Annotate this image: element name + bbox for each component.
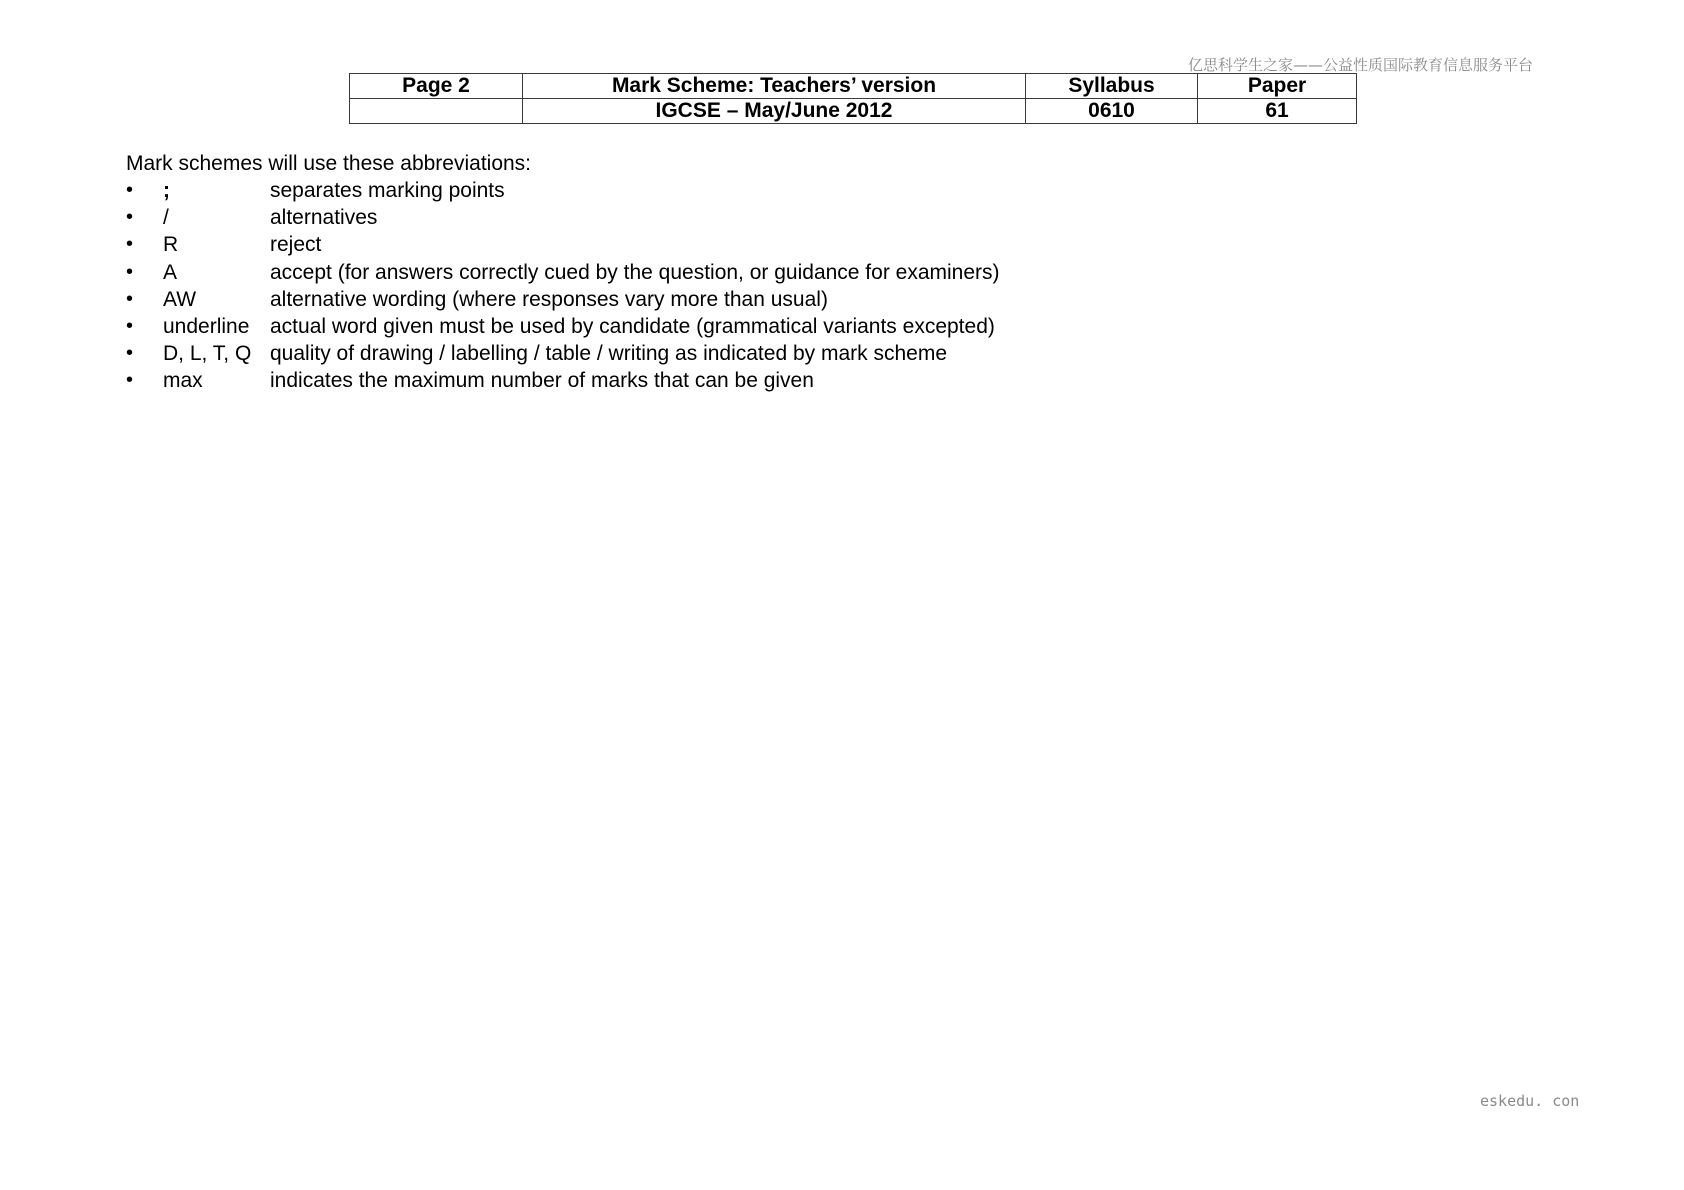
header-exam-cell: IGCSE – May/June 2012 (523, 99, 1026, 124)
header-paper-value-cell: 61 (1198, 99, 1357, 124)
header-syllabus-value-cell: 0610 (1026, 99, 1198, 124)
abbreviation-term: / (163, 206, 169, 230)
bullet-icon: • (126, 206, 134, 229)
bullet-icon: • (126, 233, 134, 256)
bullet-icon: • (126, 179, 134, 201)
abbreviation-term: max (163, 369, 203, 393)
watermark-bottom-text: eskedu. con (1480, 1092, 1580, 1110)
bullet-icon: • (126, 314, 134, 337)
abbreviation-meaning: reject (270, 233, 322, 257)
abbreviation-term: underline (163, 314, 250, 338)
abbreviation-meaning: alternative wording (where responses vary more than usual) (270, 287, 828, 311)
intro-text: Mark schemes will use these abbreviations: (126, 152, 532, 175)
abbreviation-term: D, L, T, Q (163, 342, 252, 366)
abbreviation-meaning: indicates the maximum number of marks that can be given (270, 369, 814, 393)
bullet-icon: • (126, 369, 134, 392)
bullet-icon: • (126, 287, 134, 310)
header-empty-cell (350, 99, 523, 124)
abbreviation-term: AW (163, 287, 197, 311)
header-row-1 (350, 74, 1357, 99)
abbreviation-term: R (163, 233, 179, 257)
header-title-cell: Mark Scheme: Teachers’ version (523, 74, 1026, 99)
abbreviation-meaning: accept (for answers correctly cued by the question, or guidance for examiners) (270, 260, 1000, 284)
abbreviation-term: ; (163, 179, 170, 202)
watermark-top-text: 亿思科学生之家——公益性质国际教育信息服务平台 (1188, 56, 1534, 74)
header-paper-label-cell: Paper (1198, 74, 1357, 99)
bullet-icon: • (126, 342, 134, 365)
header-row-2 (350, 99, 1357, 124)
abbreviation-meaning: actual word given must be used by candidate (grammatical variants excepted) (270, 314, 995, 338)
abbreviation-term: A (163, 260, 178, 284)
header-page-cell: Page 2 (350, 74, 523, 99)
abbreviation-meaning: quality of drawing / labelling / table / writing as indicated by mark scheme (270, 342, 948, 366)
header-table (349, 73, 1357, 124)
abbreviation-meaning: alternatives (270, 206, 378, 230)
bullet-icon: • (126, 260, 134, 283)
header-syllabus-label-cell: Syllabus (1026, 74, 1198, 99)
abbreviation-meaning: separates marking points (270, 179, 505, 202)
